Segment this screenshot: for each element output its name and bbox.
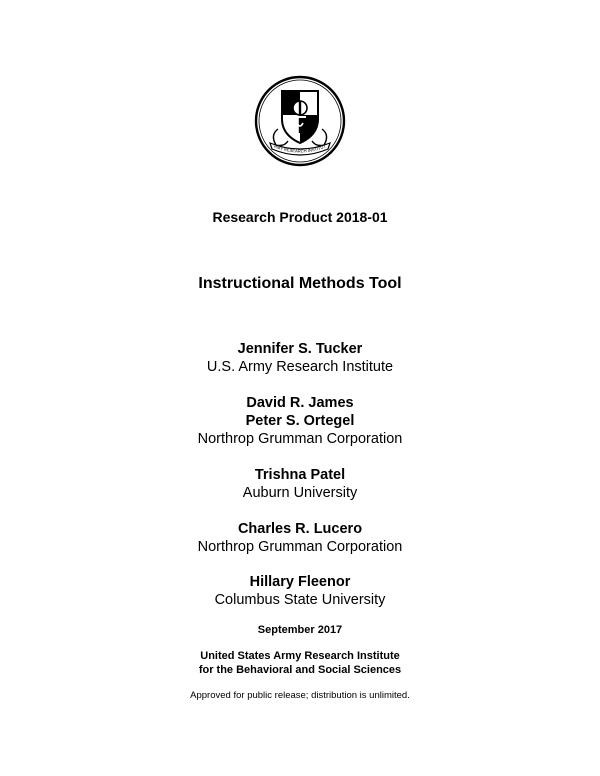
army-research-institute-seal-icon <box>254 75 346 167</box>
distribution-statement: Approved for public release; distribution is unlimited. <box>190 690 410 701</box>
author-affiliation: Northrop Grumman Corporation <box>197 539 403 555</box>
author-name: David R. James <box>246 395 354 411</box>
author-affiliation: U.S. Army Research Institute <box>206 359 394 375</box>
institute-name-line1: United States Army Research Institute <box>200 650 400 662</box>
author-affiliation: Columbus State University <box>214 592 386 608</box>
author-name: Trishna Patel <box>254 467 346 483</box>
author-name: Peter S. Ortegel <box>245 413 355 429</box>
report-number: Research Product 2018-01 <box>212 209 388 225</box>
author-name: Charles R. Lucero <box>237 521 363 537</box>
document-title: Instructional Methods Tool <box>198 275 402 292</box>
author-affiliation: Auburn University <box>242 485 358 501</box>
publication-date: September 2017 <box>257 624 343 636</box>
author-name: Hillary Fleenor <box>249 574 351 590</box>
institute-name-line2: for the Behavioral and Social Sciences <box>198 664 402 676</box>
author-affiliation: Northrop Grumman Corporation <box>197 431 403 447</box>
author-name: Jennifer S. Tucker <box>237 341 363 357</box>
seal-ring-text: RMY RESEARCH INSTITUT <box>273 143 327 154</box>
